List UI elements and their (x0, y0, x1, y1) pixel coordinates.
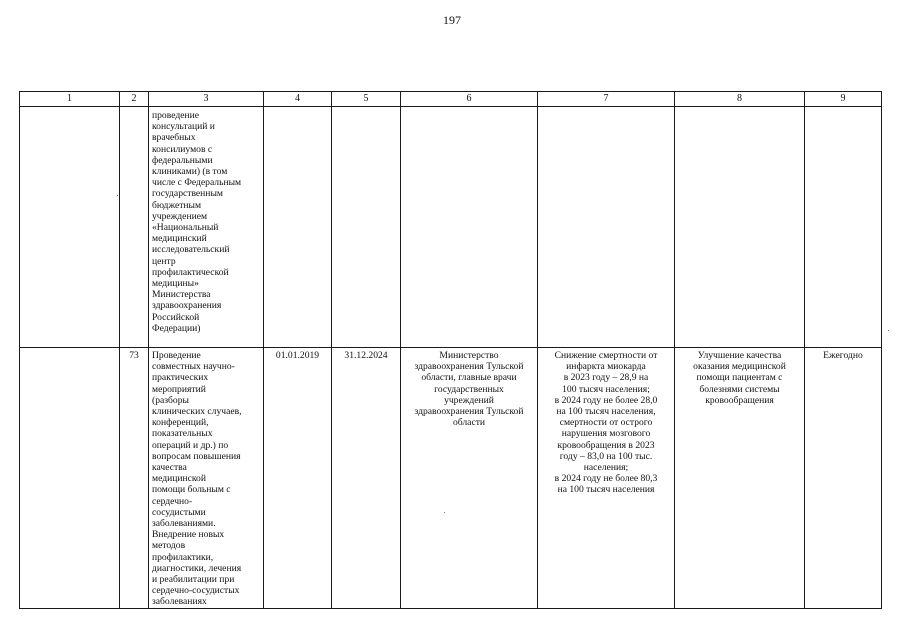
cell-result (675, 107, 805, 348)
table-row (20, 348, 882, 609)
cell-number: 73 (120, 348, 149, 609)
column-header-2: 2 (120, 92, 149, 107)
column-header-6: 6 (401, 92, 538, 107)
cell-start-date: 01.01.2019 (264, 348, 332, 609)
cell-end-date: 31.12.2024 (332, 348, 401, 609)
cell-result: Улучшение качества оказания медицинской помощи пациентам с болезнями системы кровообращения (675, 348, 805, 609)
table-row (20, 107, 882, 348)
cell-start-date (264, 107, 332, 348)
column-header-5: 5 (332, 92, 401, 107)
cell-measure-description: Проведение совместных научно- практических мероприятий (разборы клинических случаев, конференций, показательных операций и др.) по вопросам повышения качества медицинской помощи больным с сердечно- сосудистыми заболеваниями. Внедрение новых методов профилактики, диагностики, лечения и реабилитации при сердечно-сосудистых заболеваниях (149, 348, 264, 609)
cell-responsible (401, 107, 538, 348)
column-header-7: 7 (538, 92, 675, 107)
cell-col1 (20, 107, 120, 348)
page-number: 197 (443, 13, 461, 27)
cell-number (120, 107, 149, 348)
column-header-1: 1 (20, 92, 120, 107)
cell-col1 (20, 348, 120, 609)
column-number-row (20, 92, 882, 107)
cell-frequency (805, 107, 882, 348)
column-header-3: 3 (149, 92, 264, 107)
cell-measure-description: проведение консультаций и врачебных консилиумов с федеральными клиниками) (в том числе с Федеральным государственным бюджетным учреждением «Национальный медицинский исследовательский центр профилактической медицины» Министерства здравоохранения Российской Федерации) (149, 107, 264, 348)
measures-table (19, 91, 882, 609)
cell-indicator: Снижение смертности от инфаркта миокарда в 2023 году – 28,9 на 100 тысяч населения; в 2024 году не более 28,0 на 100 тысяч населения, смертности от острого нарушения мозгового кровообращения в 2023 году – 83,0 на 100 тыс. населения; в 2024 году не более 80,3 на 100 тысяч населения (538, 348, 675, 609)
cell-end-date (332, 107, 401, 348)
cell-responsible: Министерство здравоохранения Тульской области, главные врачи государственных учреждений здравоохранения Тульской области (401, 348, 538, 609)
column-header-9: 9 (805, 92, 882, 107)
cell-indicator (538, 107, 675, 348)
cell-frequency: Ежегодно (805, 348, 882, 609)
column-header-8: 8 (675, 92, 805, 107)
column-header-4: 4 (264, 92, 332, 107)
